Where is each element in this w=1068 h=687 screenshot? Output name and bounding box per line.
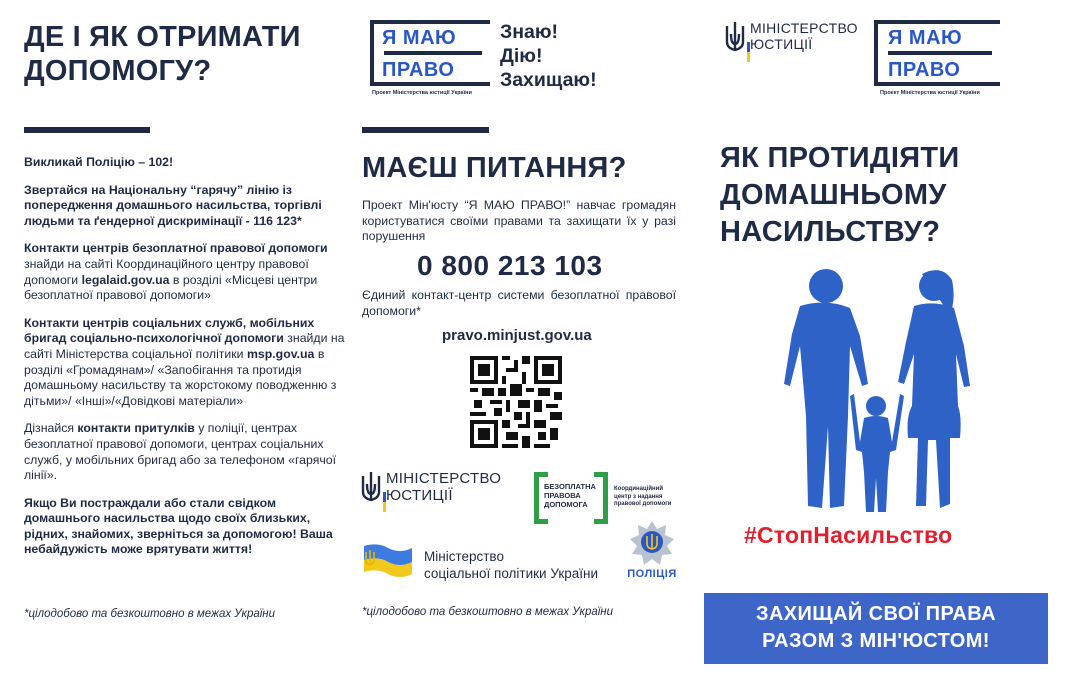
ministry-of-justice-logo [724, 20, 864, 68]
slogan-line3: Захищаю! [500, 69, 597, 91]
msp-link: msp.gov.ua [246, 346, 315, 361]
heading-line2: ДОМАШНЬОМУ [720, 179, 947, 211]
ministry-name [386, 470, 501, 504]
social-services-bold: Контакти центрів соціальних служб, мобільних бригад соціально-психологічної допомоги [24, 315, 315, 346]
shelters-bold: контакти притулків [77, 421, 195, 436]
slogan [500, 20, 597, 92]
slogan-line1: Знаю! [500, 21, 558, 43]
footnote: *цілодобово та безкоштовно в межах України [24, 608, 276, 620]
counter-violence-heading [720, 140, 1050, 251]
legalaid-link: legalaid.gov.ua [81, 272, 170, 287]
legal-aid-logo-text [544, 482, 602, 509]
ministry-line2: ЮСТИЦІЇ [750, 36, 813, 52]
bpd-line1: БЕЗОПЛАТНА [544, 482, 596, 491]
heading-line3: НАСИЛЬСТВУ? [720, 216, 941, 248]
heading-underline [24, 127, 150, 133]
questions-heading: МАЄШ ПИТАННЯ? [362, 152, 627, 184]
hotline-bold: Звертайся на Національну “гарячу” лінію із попередження домашнього насильства, торгівлі людьми та ґендерної дискримінації - 116 123* [24, 182, 322, 228]
logo-line2: ПРАВО [888, 59, 961, 81]
social-services-rest1: знайди на сайті Міністерства соціальної політики [24, 331, 345, 361]
hotline-phone: 0 800 213 103 [417, 250, 603, 281]
heading-line1: ЯК ПРОТИДІЯТИ [720, 142, 960, 174]
shelters-pre: Дізнайся [24, 421, 78, 436]
column-counter-violence [704, 0, 1054, 687]
ministry-line1: МІНІСТЕРСТВО [750, 20, 858, 36]
bpd-sub1: Координаційний [614, 486, 664, 492]
police-call-bold: Викликай Поліцію – 102! [24, 155, 174, 169]
ya-mayu-pravo-logo [874, 20, 1000, 100]
social-policy-name [424, 548, 598, 582]
help-heading-line2: ДОПОМОГУ? [24, 55, 212, 87]
logo-line2: ПРАВО [382, 59, 455, 81]
ministry-of-justice-logo [360, 470, 520, 518]
msp-line1: Міністерство [424, 549, 504, 564]
stop-violence-hashtag: #СтопНасильство [744, 522, 953, 548]
coordination-center-text [614, 486, 671, 509]
ministry-line2: ЮСТИЦІЇ [386, 487, 453, 504]
column-have-questions [358, 0, 683, 687]
bpd-sub3: правової допомоги [614, 501, 672, 507]
shelters-rest: у поліції, центрах безоплатної правової допомоги, центрах соціальних служб, у мобільних бригад або за телефоном «гарячої лінії». [24, 421, 337, 483]
ministry-social-policy-logo [360, 536, 620, 586]
logo-frame-corner-top [992, 20, 1000, 24]
police-logo [622, 520, 682, 584]
legal-aid-rest1: знайди на сайті Координаційного центру правової допомоги [24, 256, 309, 287]
logo-line1: Я МАЮ [888, 27, 963, 49]
witness-text [24, 496, 349, 558]
qr-code-icon [470, 356, 562, 448]
footnote: *цілодобово та безкоштовно в межах України [362, 606, 614, 618]
logo-divider [384, 51, 482, 55]
banner-line2: РАЗОМ З МІН'ЮСТОМ! [762, 630, 990, 652]
logo-divider [888, 51, 992, 55]
witness-bold: Якщо Ви постраждали або стали свідком домашнього насильства щодо своїх близьких, рідних, знайомих, зверніться за допомогою! Ваша небайдужість може врятувати життя! [24, 495, 333, 557]
hotline-text [24, 183, 349, 230]
logo-frame-corner-bottom [992, 82, 1000, 86]
logo-line1: Я МАЮ [382, 27, 457, 49]
legal-aid-text [24, 241, 349, 303]
police-star-icon [628, 520, 676, 566]
help-body [24, 155, 349, 570]
column-where-to-get-help [24, 0, 345, 687]
trident-icon [360, 470, 382, 504]
help-heading [24, 20, 334, 88]
legal-aid-bold: Контакти центрів безоплатної правової допомоги [24, 241, 328, 256]
protect-rights-banner [704, 593, 1048, 664]
banner-line1: ЗАХИЩАЙ СВОЇ ПРАВА [756, 603, 996, 625]
free-legal-aid-logo [534, 472, 684, 526]
shelters-text [24, 421, 349, 483]
police-call-text [24, 155, 349, 171]
police-label: ПОЛІЦІЯ [627, 568, 677, 580]
ministry-name [750, 20, 858, 52]
ya-mayu-pravo-logo [370, 20, 490, 100]
website-link: pravo.minjust.gov.ua [442, 327, 592, 344]
bpd-sub2: центр з надання [614, 493, 663, 500]
bpd-line3: ДОПОМОГА [544, 500, 588, 509]
logo-frame-corner-bottom [482, 82, 490, 86]
logo-frame-corner-top [482, 20, 490, 24]
ministry-line1: МІНІСТЕРСТВО [386, 470, 502, 487]
family-silhouette-icon [764, 266, 1004, 516]
project-intro: Проект Мін'юсту “Я МАЮ ПРАВО!” навчає громадян користуватися своїми правами та захищати їх у разі порушення [362, 198, 676, 244]
slogan-line2: Дію! [500, 45, 543, 67]
ukraine-flag-icon [360, 542, 414, 578]
heading-underline [362, 127, 489, 133]
help-heading-line1: ДЕ І ЯК ОТРИМАТИ [24, 21, 301, 53]
logo-subtitle: Проект Міністерства юстиції України [880, 90, 980, 96]
msp-line2: соціальної політики України [424, 566, 598, 581]
logo-subtitle: Проект Міністерства юстиції України [372, 90, 472, 96]
contact-center-text: Єдиний контакт-центр системи безоплатної правової допомоги* [362, 288, 676, 318]
bpd-line2: ПРАВОВА [544, 491, 581, 500]
legal-aid-rest2: в розділі «Місцеві центри безоплатної правової допомоги» [24, 272, 318, 303]
social-services-rest2: в розділі «Громадянам»/ «Запобігання та протидія домашньому насильству та жорстокому поводженню з дітьми»/ «Інші»/«Довідкові матеріали» [24, 346, 337, 408]
social-services-text [24, 316, 349, 410]
trident-icon [724, 20, 746, 54]
